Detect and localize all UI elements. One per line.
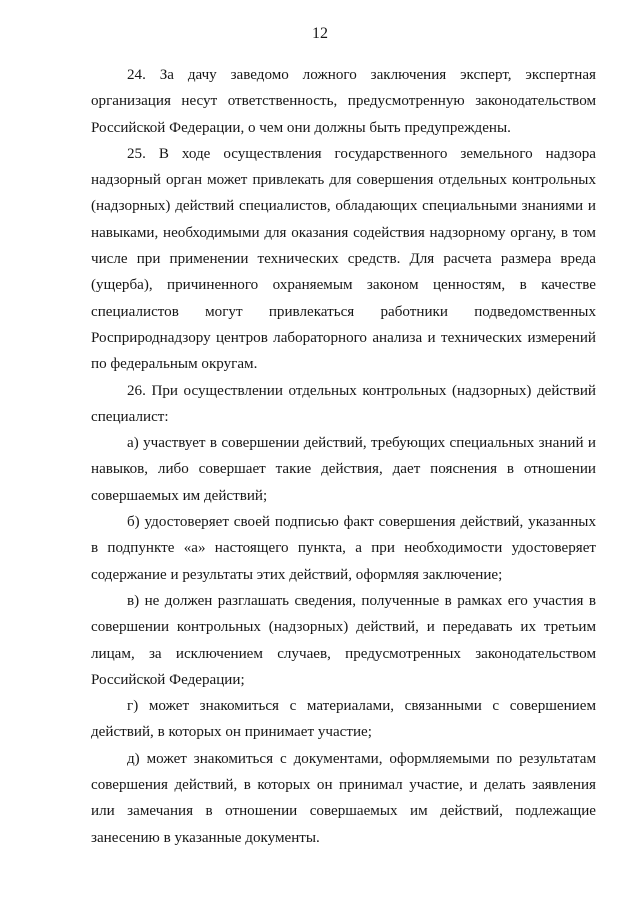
subitem-v: в) не должен разглашать сведения, полученные в рамках его участия в совершении контрольных (надзорных) действий, и передавать их третьим лицам, за исключением случаев, предусмотренных законодательством Российской Федерации; <box>91 592 596 688</box>
paragraph-25: 25. В ходе осуществления государственного земельного надзора надзорный орган может привлекать для совершения отдельных контрольных (надзорных) действий специалистов, обладающих специальными знаниями и навыками, необходимыми для оказания содействия надзорному органу, в том числе при применении технических средств. Для расчета размера вреда (ущерба), причиненного охраняемым законом ценностям, в качестве специалистов могут привлекаться работники подведомственных Росприроднадзору центров лабораторного анализа и технических измерений по федеральным округам. <box>91 145 596 373</box>
subitem-a: а) участвует в совершении действий, требующих специальных знаний и навыков, либо совершает такие действия, дает пояснения в отношении совершаемых им действий; <box>91 435 596 504</box>
page-number: 12 <box>312 25 328 42</box>
paragraph-24: 24. За дачу заведомо ложного заключения эксперт, экспертная организация несут ответственность, предусмотренную законодательством Российской Федерации, о чем они должны быть предупреждены. <box>91 67 596 136</box>
subitem-b: б) удостоверяет своей подписью факт совершения действий, указанных в подпункте «а» настоящего пункта, а при необходимости удостоверяет содержание и результаты этих действий, оформляя заключение; <box>91 514 596 583</box>
paragraph-26: 26. При осуществлении отдельных контрольных (надзорных) действий специалист: <box>91 382 596 425</box>
document-body <box>91 62 596 851</box>
subitem-d: д) может знакомиться с документами, оформляемыми по результатам совершения действий, в которых он принимал участие, и делать заявления или замечания в отношении совершаемых им действий, подлежащие занесению в указанные документы. <box>91 750 596 846</box>
subitem-g: г) может знакомиться с материалами, связанными с совершением действий, в которых он принимает участие; <box>91 698 596 741</box>
